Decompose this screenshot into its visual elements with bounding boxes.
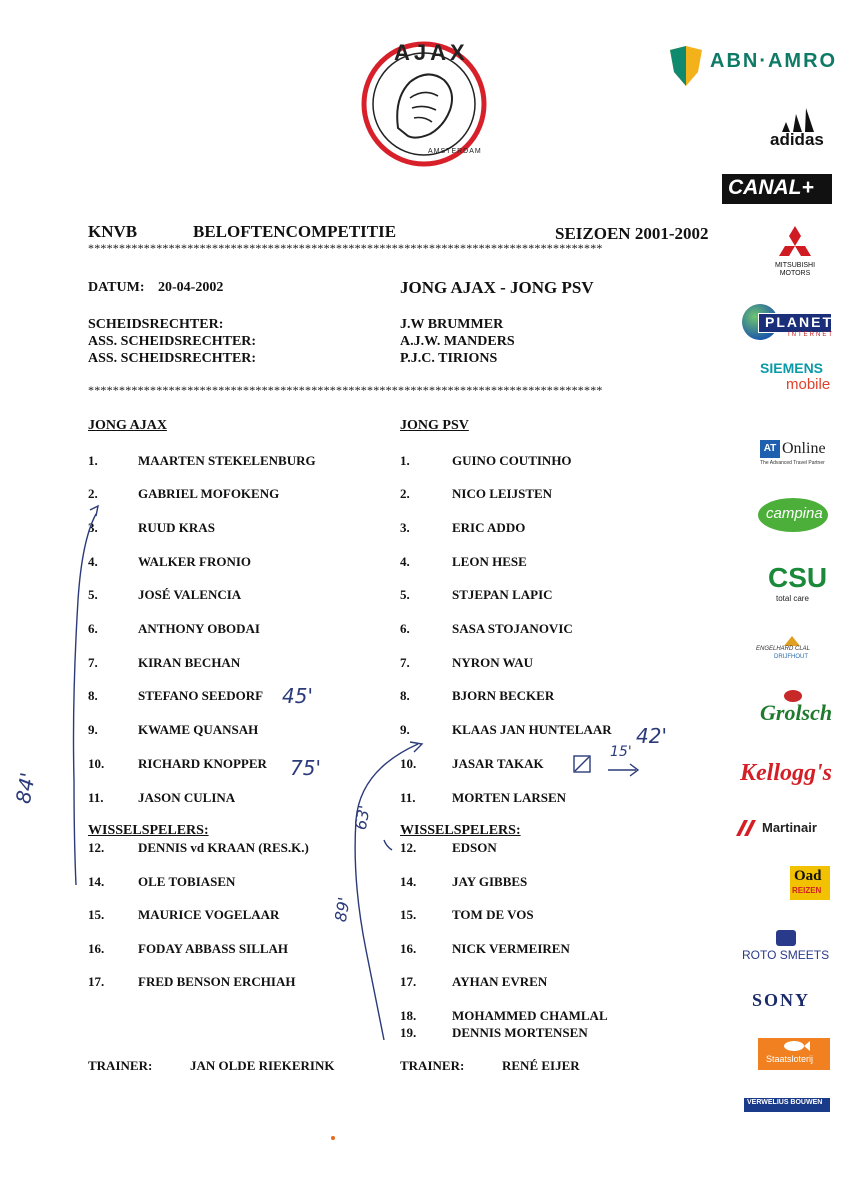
away-player-name: JASAR TAKAK	[452, 756, 544, 771]
match-title: JONG AJAX - JONG PSV	[400, 278, 594, 297]
abn-shield-icon	[668, 44, 704, 88]
home-player-num: 11.	[88, 790, 104, 805]
away-sub-num: 16.	[400, 941, 417, 956]
home-sub-name: DENNIS vd KRAAN (RES.K.)	[138, 840, 309, 855]
siemens-mobile-text: mobile	[786, 376, 831, 393]
home-player-num: 4.	[88, 554, 98, 569]
home-sub-name: FODAY ABBASS SILLAH	[138, 941, 289, 956]
home-player-num: 7.	[88, 655, 98, 670]
away-player-name: SASA STOJANOVIC	[452, 621, 573, 636]
away-subs-heading: WISSELSPELERS:	[400, 823, 521, 838]
season: SEIZOEN 2001-2002	[555, 224, 709, 243]
sponsor-grolsch	[756, 690, 836, 734]
home-sub-num: 17.	[88, 974, 105, 989]
home-sub-num: 12.	[88, 840, 105, 855]
abn-amro-text: ABN·AMRO	[710, 50, 838, 72]
handwritten-huntelaar-minute: 42'	[636, 724, 667, 748]
away-sub-name: AYHAN EVREN	[452, 974, 548, 989]
sponsor-engelhard	[752, 636, 832, 666]
engelhard-text: ENGELHARD CLAL	[756, 646, 811, 652]
csu-sub-text: total care	[776, 594, 809, 603]
engelhard-mark-icon	[784, 636, 800, 646]
away-trainer-label: TRAINER:	[400, 1058, 465, 1073]
away-sub-name: NICK VERMEIREN	[452, 941, 570, 956]
home-player-num: 1.	[88, 453, 98, 468]
sponsor-staatsloterij	[758, 1038, 830, 1070]
engelhard-sub-text: DRIJFHOUT	[774, 654, 808, 660]
away-player-num: 8.	[400, 688, 410, 703]
at-sub-text: The Advanced Travel Partner	[760, 460, 825, 466]
away-player-num: 7.	[400, 655, 410, 670]
canal-plus-text: CANAL+	[728, 176, 814, 199]
away-player-name: ERIC ADDO	[452, 520, 526, 535]
campina-text: campina	[766, 505, 823, 522]
away-player-num: 4.	[400, 554, 410, 569]
sponsor-planet	[742, 304, 832, 344]
sponsor-campina	[758, 498, 828, 532]
adidas-text: adidas	[770, 130, 824, 149]
sponsor-mitsubishi	[760, 226, 830, 280]
sponsor-kelloggs	[740, 760, 834, 796]
home-player-name: KIRAN BECHAN	[138, 655, 241, 670]
away-player-num: 3.	[400, 520, 410, 535]
handwritten-mid-minute-2: 89'	[330, 895, 354, 924]
at-logo-text: AT	[763, 443, 777, 454]
home-player-num: 6.	[88, 621, 98, 636]
ajax-logo	[358, 38, 490, 170]
sony-text: SONY	[752, 990, 811, 1010]
away-player-name: BJORN BECKER	[452, 688, 555, 703]
martinair-wing-icon	[736, 820, 758, 836]
referee-name: J.W BRUMMER	[400, 317, 504, 332]
home-trainer-label: TRAINER:	[88, 1058, 153, 1073]
away-team-heading: JONG PSV	[400, 418, 469, 433]
home-player-num: 10.	[88, 756, 105, 771]
away-player-num: 2.	[400, 486, 410, 501]
handwritten-left-minute: 84'	[10, 770, 40, 806]
home-player-name: MAARTEN STEKELENBURG	[138, 453, 316, 468]
away-player-num: 11.	[400, 790, 416, 805]
home-team-heading: JONG AJAX	[88, 418, 167, 433]
sponsor-at-online	[760, 438, 835, 470]
home-sub-num: 14.	[88, 874, 105, 889]
roto-smeets-text: ROTO SMEETS	[742, 948, 830, 962]
handwritten-knopper-minute: 75'	[290, 756, 321, 780]
date-value: 20-04-2002	[158, 280, 224, 295]
away-sub-num: 19.	[400, 1025, 417, 1040]
home-player-name: RUUD KRAS	[138, 520, 215, 535]
referee-label: SCHEIDSRECHTER:	[88, 317, 224, 332]
siemens-text: SIEMENS	[760, 360, 824, 376]
home-player-name: JOSÉ VALENCIA	[138, 587, 242, 602]
home-trainer-name: JAN OLDE RIEKERINK	[190, 1058, 335, 1073]
sponsor-abn-amro	[668, 44, 838, 88]
away-sub-name: TOM DE VOS	[452, 907, 534, 922]
planet-sub-text: INTERNET	[788, 332, 834, 338]
home-player-num: 3.	[88, 520, 98, 535]
away-sub-name: MOHAMMED CHAMLAL	[452, 1008, 608, 1023]
home-sub-num: 16.	[88, 941, 105, 956]
sponsor-csu	[764, 562, 834, 606]
date-label: DATUM:	[88, 280, 145, 295]
sponsor-roto-smeets	[742, 930, 834, 966]
away-sub-num: 17.	[400, 974, 417, 989]
home-sub-name: FRED BENSON ERCHIAH	[138, 974, 296, 989]
stars-divider-top: ***********************************************************************************	[88, 241, 603, 255]
home-player-name: STEFANO SEEDORF	[138, 688, 264, 703]
sponsor-verwelius	[744, 1098, 830, 1112]
handwritten-takak-minute: 15'	[610, 744, 632, 760]
handwritten-seedorf-minute: 45'	[282, 684, 313, 708]
oad-sub-text: REIZEN	[792, 886, 822, 895]
home-player-num: 5.	[88, 587, 98, 602]
away-player-name: STJEPAN LAPIC	[452, 587, 553, 602]
away-sub-name: EDSON	[452, 840, 497, 855]
away-player-name: LEON HESE	[452, 554, 527, 569]
away-sub-name: DENNIS MORTENSEN	[452, 1025, 588, 1040]
verwelius-text: VERWELIUS BOUWEN	[747, 1099, 823, 1106]
staatsloterij-text: Staatsloterij	[766, 1054, 814, 1064]
sponsor-sony	[752, 990, 834, 1014]
away-player-num: 9.	[400, 722, 410, 737]
sponsor-adidas	[770, 108, 832, 150]
adidas-stripes-icon	[780, 108, 820, 132]
staatsloterij-fish-icon	[780, 1040, 810, 1052]
away-player-num: 10.	[400, 756, 417, 771]
sponsor-siemens	[758, 360, 836, 396]
ajax-logo-city: AMSTERDAM	[428, 148, 482, 155]
home-player-name: KWAME QUANSAH	[138, 722, 259, 737]
mitsubishi-diamonds-icon	[777, 226, 813, 260]
home-player-name: ANTHONY OBODAI	[138, 621, 260, 636]
grolsch-text: Grolsch	[760, 700, 833, 725]
away-sub-num: 15.	[400, 907, 417, 922]
away-player-num: 1.	[400, 453, 410, 468]
home-player-num: 9.	[88, 722, 98, 737]
org-name: KNVB	[88, 222, 138, 241]
martinair-text: Martinair	[762, 820, 817, 835]
assistant1-label: ASS. SCHEIDSRECHTER:	[88, 334, 257, 349]
planet-banner	[758, 313, 832, 333]
home-player-name: WALKER FRONIO	[138, 554, 252, 569]
handwritten-mid-minute-1: 63'	[350, 803, 374, 832]
away-player-name: KLAAS JAN HUNTELAAR	[452, 722, 612, 737]
assistant1-name: A.J.W. MANDERS	[400, 334, 515, 349]
away-player-name: GUINO COUTINHO	[452, 453, 572, 468]
planet-text: PLANET	[765, 314, 833, 330]
assistant2-name: P.J.C. TIRIONS	[400, 351, 498, 366]
competition-name: BELOFTENCOMPETITIE	[193, 222, 397, 241]
home-player-name: JASON CULINA	[138, 790, 236, 805]
home-sub-name: OLE TOBIASEN	[138, 874, 236, 889]
home-subs-heading: WISSELSPELERS:	[88, 823, 209, 838]
home-player-name: GABRIEL MOFOKENG	[138, 486, 280, 501]
ajax-logo-title: AJAX	[394, 40, 469, 65]
away-player-num: 6.	[400, 621, 410, 636]
away-player-name: MORTEN LARSEN	[452, 790, 567, 805]
assistant2-label: ASS. SCHEIDSRECHTER:	[88, 351, 257, 366]
oad-text: Oad	[794, 868, 822, 884]
home-sub-name: MAURICE VOGELAAR	[138, 907, 280, 922]
away-trainer-name: RENÉ EIJER	[502, 1058, 580, 1073]
stars-divider-bottom: ***********************************************************************************	[88, 383, 603, 397]
away-player-name: NYRON WAU	[452, 655, 534, 670]
csu-text: CSU	[768, 562, 828, 593]
home-player-name: RICHARD KNOPPER	[138, 756, 267, 771]
home-player-num: 2.	[88, 486, 98, 501]
away-sub-num: 14.	[400, 874, 417, 889]
roto-emblem-icon	[776, 930, 796, 946]
at-online-text: Online	[782, 440, 826, 457]
home-player-num: 8.	[88, 688, 98, 703]
sponsor-canal-plus	[722, 174, 832, 204]
away-sub-num: 12.	[400, 840, 417, 855]
away-sub-num: 18.	[400, 1008, 417, 1023]
sponsor-oad	[790, 866, 830, 900]
home-sub-num: 15.	[88, 907, 105, 922]
mitsubishi-text: MITSUBISHI MOTORS	[774, 262, 816, 277]
away-player-name: NICO LEIJSTEN	[452, 486, 553, 501]
kelloggs-text: Kellogg's	[740, 760, 833, 786]
at-logo-icon	[760, 440, 780, 458]
sponsor-martinair	[736, 818, 834, 842]
away-sub-name: JAY GIBBES	[452, 874, 528, 889]
away-player-num: 5.	[400, 587, 410, 602]
